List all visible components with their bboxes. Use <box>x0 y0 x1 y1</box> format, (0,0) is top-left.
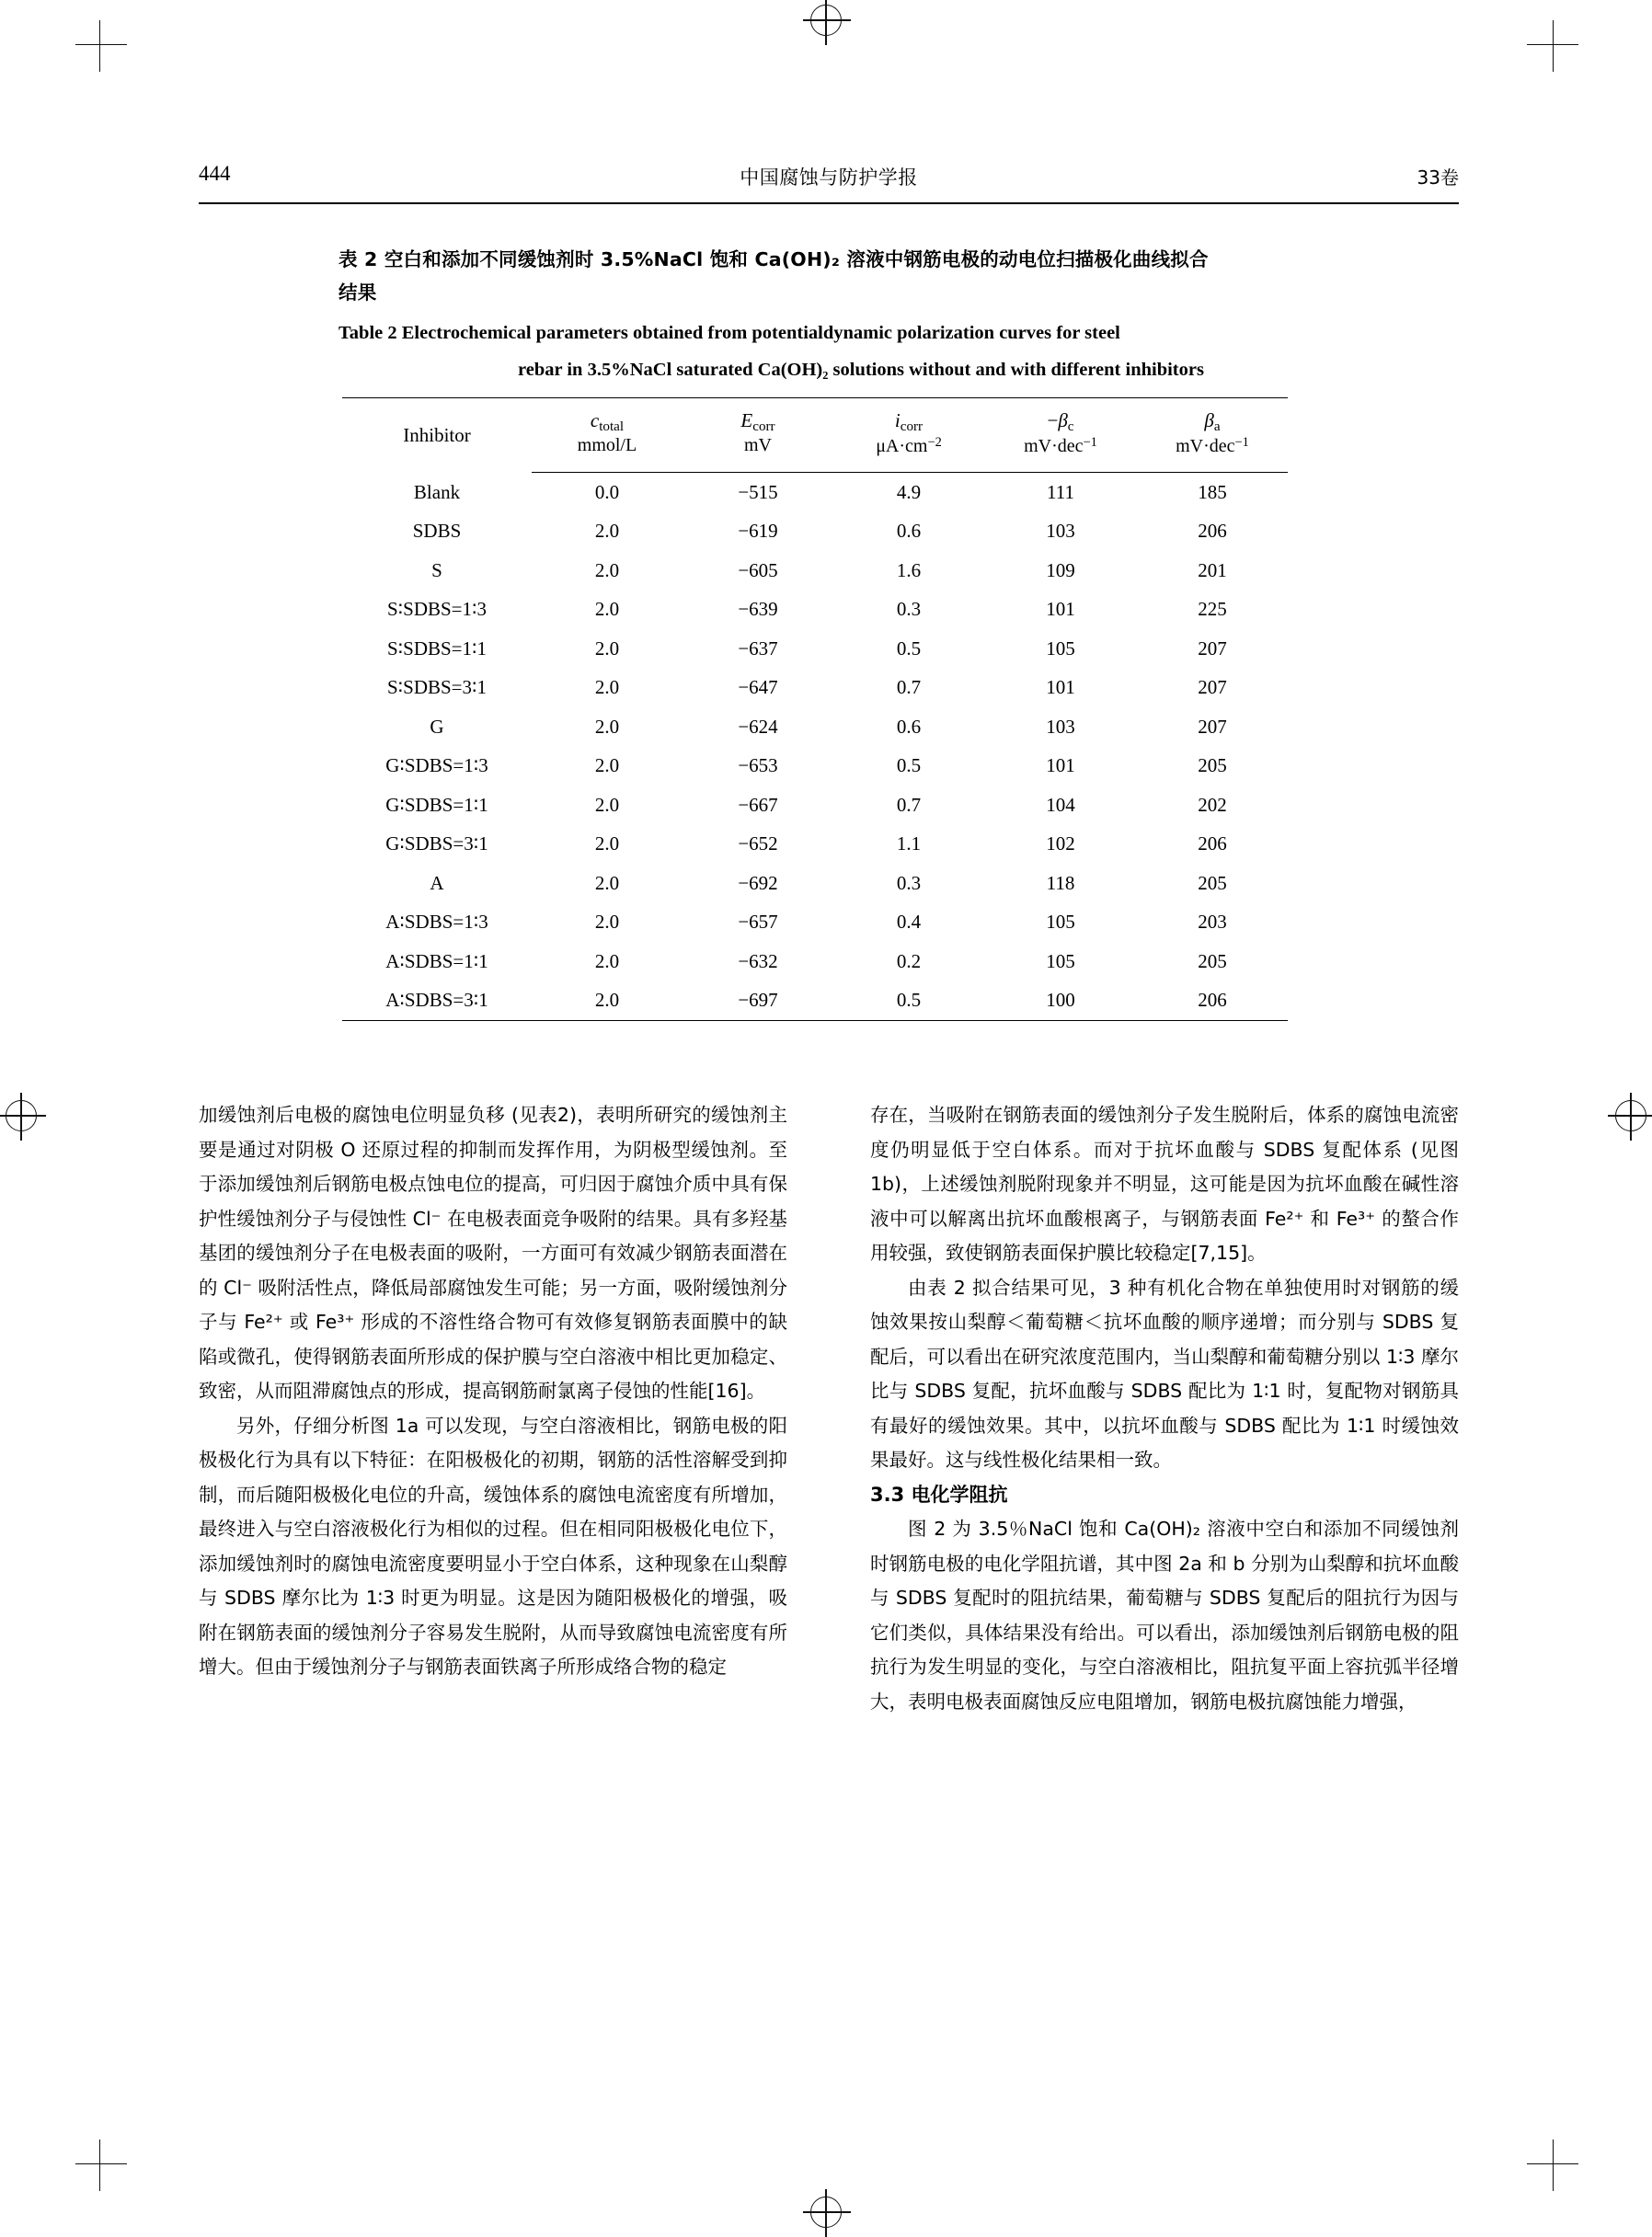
electrochemical-parameters-table <box>342 397 1288 1021</box>
header-unit-ecorr: mV <box>683 435 833 473</box>
header-beta-a: $\beta_a$ <box>1137 398 1288 436</box>
registration-mark-bottom <box>810 2197 842 2228</box>
cell-beta-c: 105 <box>1046 911 1075 934</box>
cell-ecorr: −692 <box>738 871 778 894</box>
cell-beta-a: 203 <box>1198 911 1227 934</box>
table-caption-chinese-line1: 表 2 空白和添加不同缓蚀剂时 3.5%NaCl 饱和 Ca(OH)₂ 溶液中钢筋电极的动电位扫描极化曲线拟合 <box>338 248 1209 270</box>
cell-inhibitor: G∶SDBS=1∶3 <box>385 754 488 777</box>
table-caption-english <box>338 315 1332 388</box>
table-row <box>342 551 1288 591</box>
header-rule <box>199 202 1459 204</box>
running-head <box>199 162 1459 201</box>
cell-icorr: 4.9 <box>896 480 922 503</box>
table-row <box>342 786 1288 825</box>
cell-ecorr: −632 <box>738 949 778 972</box>
table-row <box>342 903 1288 943</box>
body-column-left <box>199 1098 787 1685</box>
cell-ecorr: −657 <box>738 911 778 934</box>
cell-beta-a: 207 <box>1198 637 1227 660</box>
cell-inhibitor: A <box>430 871 444 894</box>
cell-concentration: 2.0 <box>594 558 620 581</box>
header-inhibitor: Inhibitor <box>342 398 532 473</box>
journal-title: 中国腐蚀与防护学报 <box>740 166 918 189</box>
cell-concentration: 2.0 <box>594 871 620 894</box>
cell-beta-c: 105 <box>1046 949 1075 972</box>
cell-beta-a: 207 <box>1198 715 1227 738</box>
paragraph-right-3: 图 2 为 3.5％NaCl 饱和 Ca(OH)₂ 溶液中空白和添加不同缓蚀剂时钢筋电极的电化学阻抗谱，其中图 2a 和 b 分别为山梨醇和抗坏血酸与 SDBS 复配时的阻抗结果，葡萄糖与 SDBS 复配后的阻抗行为因与它们类似，具体结果没有给出。可以看出，添加缓蚀剂后钢筋电极的阻抗行为发生明显的变化，与空白溶液相比，阻抗复平面上容抗弧半径增大，表明电极表面腐蚀反应电阻增加，钢筋电极抗腐蚀能力增强， <box>870 1518 1459 1713</box>
cell-ecorr: −637 <box>738 637 778 660</box>
cell-ecorr: −639 <box>738 598 778 621</box>
cell-icorr: 1.1 <box>896 832 922 855</box>
table-caption-english-line1: Table 2 Electrochemical parameters obtained from potentialdynamic polarization curves for steel <box>338 323 1120 343</box>
table-row <box>342 669 1288 708</box>
cell-icorr: 0.3 <box>896 598 922 621</box>
cell-beta-c: 104 <box>1046 793 1075 816</box>
section-heading-3-3: 3.3 电化学阻抗 <box>870 1483 1008 1506</box>
cell-inhibitor: Blank <box>413 480 461 503</box>
cell-inhibitor: A∶SDBS=1∶3 <box>385 911 488 934</box>
header-unit-beta-c: mV·dec$^{-1}$ <box>984 435 1137 473</box>
table-header-row-1 <box>342 398 1288 436</box>
cell-concentration: 2.0 <box>594 911 620 934</box>
table-row <box>342 747 1288 786</box>
cell-inhibitor: S <box>431 558 442 581</box>
header-unit-icorr: $\mu A\cdot cm^{-2}$ <box>833 435 984 473</box>
header-unit-beta-a: mV·dec$^{-1}$ <box>1137 435 1288 473</box>
cell-beta-c: 111 <box>1047 480 1074 503</box>
cell-icorr: 0.4 <box>896 911 922 934</box>
cell-ecorr: −647 <box>738 676 778 699</box>
table-row <box>342 942 1288 981</box>
table-row <box>342 512 1288 552</box>
cell-concentration: 2.0 <box>594 520 620 543</box>
cell-beta-c: 109 <box>1046 558 1075 581</box>
table-2-container <box>342 397 1288 1021</box>
registration-mark-left <box>6 1100 37 1131</box>
body-column-right <box>870 1098 1459 1719</box>
cell-icorr: 0.2 <box>896 949 922 972</box>
cell-icorr: 0.6 <box>896 715 922 738</box>
volume-label: 33卷 <box>1417 166 1459 189</box>
page-number-left: 444 <box>199 162 231 185</box>
cell-icorr: 0.5 <box>896 637 922 660</box>
cell-inhibitor: G∶SDBS=1∶1 <box>385 793 488 816</box>
table-row <box>342 707 1288 747</box>
cell-concentration: 2.0 <box>594 832 620 855</box>
cell-beta-c: 118 <box>1046 871 1075 894</box>
cell-beta-a: 201 <box>1198 558 1227 581</box>
registration-mark-right <box>1615 1100 1646 1131</box>
table-row <box>342 981 1288 1021</box>
cell-inhibitor: S∶SDBS=1∶3 <box>387 598 487 621</box>
cell-beta-a: 205 <box>1198 949 1227 972</box>
cell-icorr: 1.6 <box>896 558 922 581</box>
cell-concentration: 2.0 <box>594 676 620 699</box>
paragraph-left-1: 加缓蚀剂后电极的腐蚀电位明显负移 (见表2)，表明所研究的缓蚀剂主要是通过对阴极 O 还原过程的抑制而发挥作用，为阴极型缓蚀剂。至于添加缓蚀剂后钢筋电极点蚀电位的提高，可归因于腐蚀介质中具有保护性缓蚀剂分子与侵蚀性 Cl⁻ 在电极表面竞争吸附的结果。具有多羟基基团的缓蚀剂分子在电极表面的吸附，一方面可有效减少钢筋表面潜在的 Cl⁻ 吸附活性点，降低局部腐蚀发生可能；另一方面，吸附缓蚀剂分子与 Fe²⁺ 或 Fe³⁺ 形成的不溶性络合物可有效修复钢筋表面膜中的缺陷或微孔，使得钢筋表面所形成的保护膜与空白溶液中相比更加稳定、致密，从而阻滞腐蚀点的形成，提高钢筋耐氯离子侵蚀的性能[16]。 <box>199 1104 787 1402</box>
registration-mark-top <box>810 5 842 36</box>
table-row <box>342 473 1288 512</box>
cell-beta-a: 207 <box>1198 676 1227 699</box>
cell-beta-c: 101 <box>1046 754 1075 777</box>
cell-concentration: 2.0 <box>594 715 620 738</box>
cell-inhibitor: G <box>430 715 444 738</box>
cell-concentration: 2.0 <box>594 754 620 777</box>
cell-beta-a: 205 <box>1198 871 1227 894</box>
header-icorr: $i_{corr}$ <box>833 398 984 436</box>
cell-inhibitor: SDBS <box>412 520 462 543</box>
cell-inhibitor: G∶SDBS=3∶1 <box>385 832 488 855</box>
cell-beta-a: 225 <box>1198 598 1227 621</box>
cell-concentration: 0.0 <box>594 480 620 503</box>
cell-ecorr: −605 <box>738 558 778 581</box>
cell-beta-c: 102 <box>1046 832 1075 855</box>
cell-beta-c: 105 <box>1046 637 1075 660</box>
cell-inhibitor: A∶SDBS=1∶1 <box>385 949 488 972</box>
cell-beta-a: 202 <box>1198 793 1227 816</box>
cell-ecorr: −652 <box>738 832 778 855</box>
table-row <box>342 825 1288 865</box>
header-beta-c: $-\beta_c$ <box>984 398 1137 436</box>
table-caption-english-line2: rebar in 3.5%NaCl saturated Ca(OH)₂ solutions without and with different inhibitors <box>518 360 1204 380</box>
cell-inhibitor: S∶SDBS=1∶1 <box>387 637 487 660</box>
cell-icorr: 0.7 <box>896 793 922 816</box>
cell-beta-a: 185 <box>1198 480 1227 503</box>
paragraph-left-2: 另外，仔细分析图 1a 可以发现，与空白溶液相比，钢筋电极的阳极极化行为具有以下特征：在阳极极化的初期，钢筋的活性溶解受到抑制，而后随阳极极化电位的升高，缓蚀体系的腐蚀电流密度有所增加，最终进入与空白溶液极化行为相似的过程。但在相同阳极极化电位下，添加缓蚀剂时的腐蚀电流密度要明显小于空白体系，这种现象在山梨醇与 SDBS 摩尔比为 1∶3 时更为明显。这是因为随阳极极化的增强，吸附在钢筋表面的缓蚀剂分子容易发生脱附，从而导致腐蚀电流密度有所增大。但由于缓蚀剂分子与钢筋表面铁离子所形成络合物的稳定 <box>199 1414 787 1678</box>
paragraph-right-1: 存在，当吸附在钢筋表面的缓蚀剂分子发生脱附后，体系的腐蚀电流密度仍明显低于空白体系。而对于抗坏血酸与 SDBS 复配体系 (见图 1b)，上述缓蚀剂脱附现象并不明显，这可能是因为抗坏血酸在碱性溶液中可以解离出抗坏血酸根离子，与钢筋表面 Fe²⁺ 和 Fe³⁺ 的螯合作用较强，致使钢筋表面保护膜比较稳定[7,15]。 <box>870 1104 1459 1264</box>
header-concentration: $c_{total}$ <box>532 398 683 436</box>
cell-ecorr: −624 <box>738 715 778 738</box>
cell-concentration: 2.0 <box>594 949 620 972</box>
cell-ecorr: −667 <box>738 793 778 816</box>
cell-concentration: 2.0 <box>594 637 620 660</box>
cell-beta-a: 206 <box>1198 832 1227 855</box>
cell-beta-c: 103 <box>1046 715 1075 738</box>
cell-beta-c: 100 <box>984 981 1137 1021</box>
table-caption-chinese-line2: 结果 <box>338 281 377 304</box>
cell-ecorr: −515 <box>738 480 778 503</box>
cell-ecorr: −697 <box>683 981 833 1021</box>
paragraph-right-2: 由表 2 拟合结果可见，3 种有机化合物在单独使用时对钢筋的缓蚀效果按山梨醇＜葡萄糖＜抗坏血酸的顺序递增；而分别与 SDBS 复配后，可以看出在研究浓度范围内，当山梨醇和葡萄糖分别以 1∶3 摩尔比与 SDBS 复配，抗坏血酸与 SDBS 配比为 1∶1 时，复配物对钢筋具有最好的缓蚀效果。其中，以抗坏血酸与 SDBS 配比为 1∶1 时缓蚀效果最好。这与线性极化结果相一致。 <box>870 1276 1459 1471</box>
cell-beta-a: 206 <box>1198 520 1227 543</box>
cell-beta-a: 206 <box>1137 981 1288 1021</box>
cell-concentration: 2.0 <box>594 598 620 621</box>
table-caption-chinese <box>338 243 1332 309</box>
cell-concentration: 2.0 <box>532 981 683 1021</box>
cell-beta-c: 101 <box>1046 676 1075 699</box>
table-row <box>342 864 1288 903</box>
cell-icorr: 0.5 <box>833 981 984 1021</box>
cell-beta-a: 205 <box>1198 754 1227 777</box>
cell-icorr: 0.7 <box>896 676 922 699</box>
cell-icorr: 0.3 <box>896 871 922 894</box>
cell-ecorr: −653 <box>738 754 778 777</box>
cell-inhibitor: S∶SDBS=3∶1 <box>387 676 487 699</box>
cell-icorr: 0.5 <box>896 754 922 777</box>
table-row <box>342 629 1288 669</box>
table-row <box>342 591 1288 630</box>
cell-ecorr: −619 <box>738 520 778 543</box>
cell-concentration: 2.0 <box>594 793 620 816</box>
header-unit-concentration: mmol/L <box>532 435 683 473</box>
cell-inhibitor: A∶SDBS=3∶1 <box>342 981 532 1021</box>
header-ecorr: $E_{corr}$ <box>683 398 833 436</box>
cell-icorr: 0.6 <box>896 520 922 543</box>
cell-beta-c: 103 <box>1046 520 1075 543</box>
cell-beta-c: 101 <box>1046 598 1075 621</box>
